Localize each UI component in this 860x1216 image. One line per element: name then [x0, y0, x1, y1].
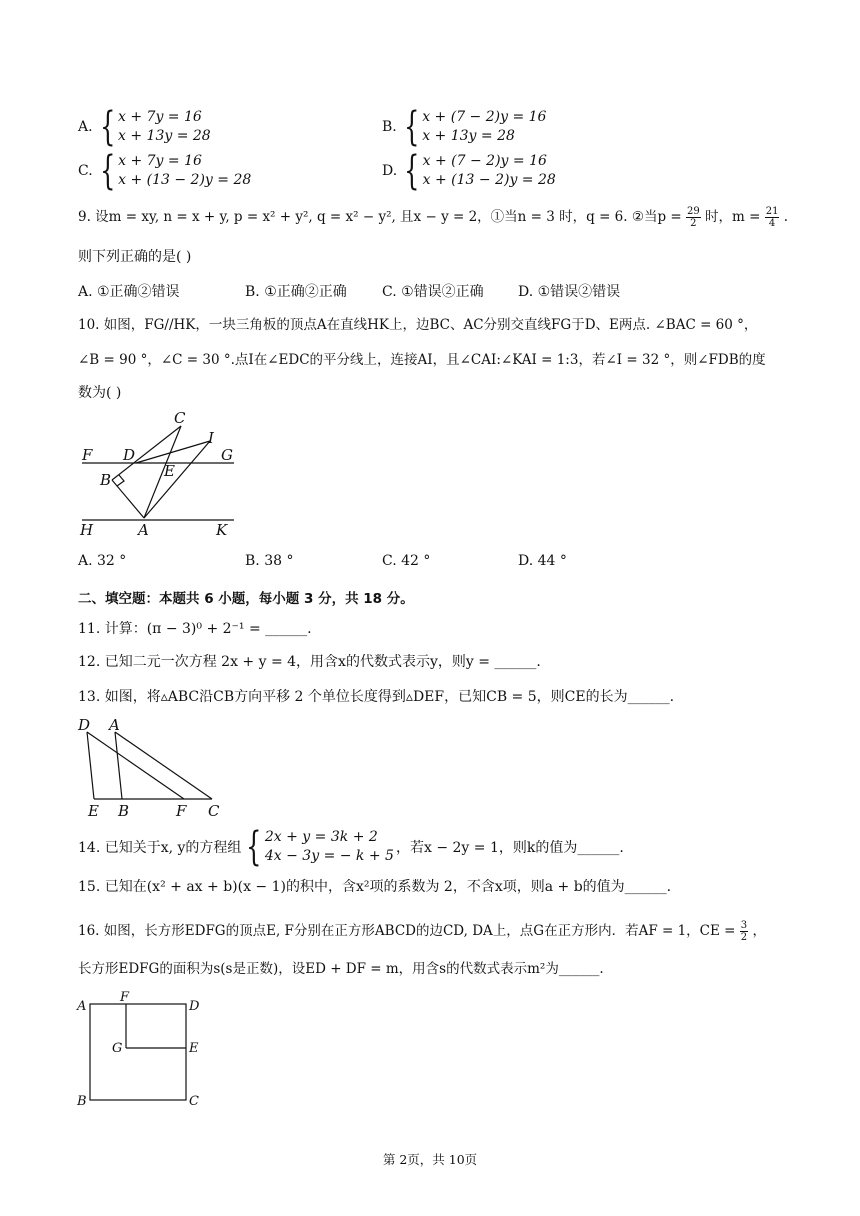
label-b: B — [77, 1094, 87, 1108]
label-d: D — [123, 446, 136, 464]
q9-option-d: D. ①错误②错误 — [518, 284, 621, 300]
q10-figure — [74, 408, 244, 538]
equation: 2x + y = 3k + 2 — [264, 829, 378, 845]
q16-figure — [74, 988, 214, 1108]
q16-stem-line1 — [78, 920, 766, 943]
q16-text-a: 16. 如图，长方形EDFG的顶点E, F分别在正方形ABCD的边CD, DA上，点G在正方形内．若AF = 1，CE = — [78, 923, 736, 939]
equation: x + 13y = 28 — [422, 128, 515, 144]
q10-option-d: D. 44 ° — [518, 553, 567, 569]
q14-stem — [78, 824, 624, 870]
q11-stem: 11. 计算：(π − 3)⁰ + 2⁻¹ = ______. — [78, 621, 312, 637]
q10-stem-line1: 10. 如图，FG//HK，一块三角板的顶点A在直线HK上，边BC、AC分别交直线FG于D、E两点. ∠BAC = 60 °， — [78, 317, 758, 333]
equation: x + 7y = 16 — [118, 153, 202, 169]
option-label: D. — [382, 163, 398, 179]
q9-option-b: B. ①正确②正确 — [245, 284, 347, 300]
q8-option-c — [78, 148, 252, 194]
label-e: E — [189, 1041, 199, 1056]
label-i: I — [208, 429, 214, 447]
equation: x + 13y = 28 — [118, 128, 211, 144]
brace-icon: { — [99, 148, 116, 194]
q16-text-b: ， — [752, 923, 766, 939]
label-c: C — [208, 802, 220, 820]
q13-figure — [72, 712, 232, 822]
q9-text-a: 9. 设m = xy, n = x + y, p = x² + y², q = x² − y², 且x − y = 2，①当n = 3 时，q = 6. ②当p = — [78, 209, 682, 225]
q8-option-a — [78, 104, 211, 150]
label-g: G — [112, 1041, 123, 1056]
label-e: E — [164, 462, 175, 480]
label-b: B — [100, 471, 112, 489]
label-g: G — [221, 446, 233, 464]
equation: x + (13 − 2)y = 28 — [118, 172, 252, 188]
q10-stem-line2: ∠B = 90 °，∠C = 30 °.点I在∠EDC的平分线上，连接AI，且∠CAI:∠KAI = 1:3，若∠I = 32 °，则∠FDB的度 — [78, 352, 766, 368]
q10-option-c: C. 42 ° — [382, 553, 431, 569]
brace-icon: { — [403, 104, 420, 150]
equation: x + (7 − 2)y = 16 — [422, 153, 547, 169]
option-label: B. — [382, 119, 397, 135]
option-label: C. — [78, 163, 93, 179]
option-label: A. — [78, 119, 93, 135]
q9-text-c: . — [783, 209, 789, 225]
label-a: A — [109, 716, 120, 734]
fraction: $\frac{3}{2}$ — [740, 920, 748, 943]
brace-icon: { — [99, 104, 115, 150]
q12-stem: 12. 已知二元一次方程 2x + y = 4，用含x的代数式表示y，则y = ______. — [78, 654, 541, 670]
q14-prefix: 14. 已知关于x, y的方程组 — [78, 840, 242, 856]
label-f: F — [120, 990, 130, 1005]
label-c: C — [189, 1094, 199, 1108]
q15-stem: 15. 已知在(x² + ax + b)(x − 1)的积中，含x²项的系数为 2，不含x项，则a + b的值为______. — [78, 879, 672, 895]
label-f: F — [176, 802, 187, 820]
label-d: D — [189, 999, 200, 1014]
fraction: $\frac{29}{2}$ — [687, 206, 700, 229]
q10-option-b: B. 38 ° — [245, 553, 294, 569]
equation: x + (7 − 2)y = 16 — [422, 109, 547, 125]
brace-icon: { — [246, 824, 262, 870]
q8-option-d — [382, 148, 556, 194]
equation: x + 7y = 16 — [118, 109, 202, 125]
q10-stem-line3: 数为( ) — [78, 385, 122, 401]
equation: 4x − 3y = − k + 5 — [264, 848, 394, 864]
q9-option-c: C. ①错误②正确 — [382, 284, 484, 300]
fraction: $\frac{21}{4}$ — [765, 206, 779, 229]
q8-option-b — [382, 104, 547, 150]
label-a: A — [138, 521, 149, 538]
label-c: C — [174, 409, 186, 427]
q14-suffix: ，若x − 2y = 1，则k的值为______. — [395, 840, 624, 856]
brace-icon: { — [404, 148, 420, 194]
label-b: B — [118, 802, 130, 820]
label-e: E — [88, 802, 99, 820]
page-footer: 第 2页，共 10页 — [382, 1152, 478, 1167]
q9-option-a: A. ①正确②错误 — [78, 284, 180, 300]
label-d: D — [78, 716, 91, 734]
equation: x + (13 − 2)y = 28 — [422, 172, 556, 188]
label-h: H — [80, 521, 94, 538]
q10-option-a: A. 32 ° — [78, 553, 127, 569]
label-a: A — [77, 999, 87, 1014]
q9-stem-line2: 则下列正确的是( ) — [78, 249, 192, 265]
label-k: K — [216, 521, 228, 538]
section-heading: 二、填空题：本题共 6 小题，每小题 3 分，共 18 分。 — [78, 591, 414, 607]
q9-stem-line1 — [78, 206, 788, 229]
label-f: F — [82, 446, 93, 464]
q13-stem: 13. 如图，将▵ABC沿CB方向平移 2 个单位长度得到▵DEF，已知CB = 5，则CE的长为______. — [78, 689, 675, 705]
q16-stem-line2: 长方形EDFG的面积为s(s是正数)，设ED + DF = m，用含s的代数式表示m²为______. — [78, 961, 604, 977]
q9-text-b: 时，m = — [705, 209, 761, 225]
